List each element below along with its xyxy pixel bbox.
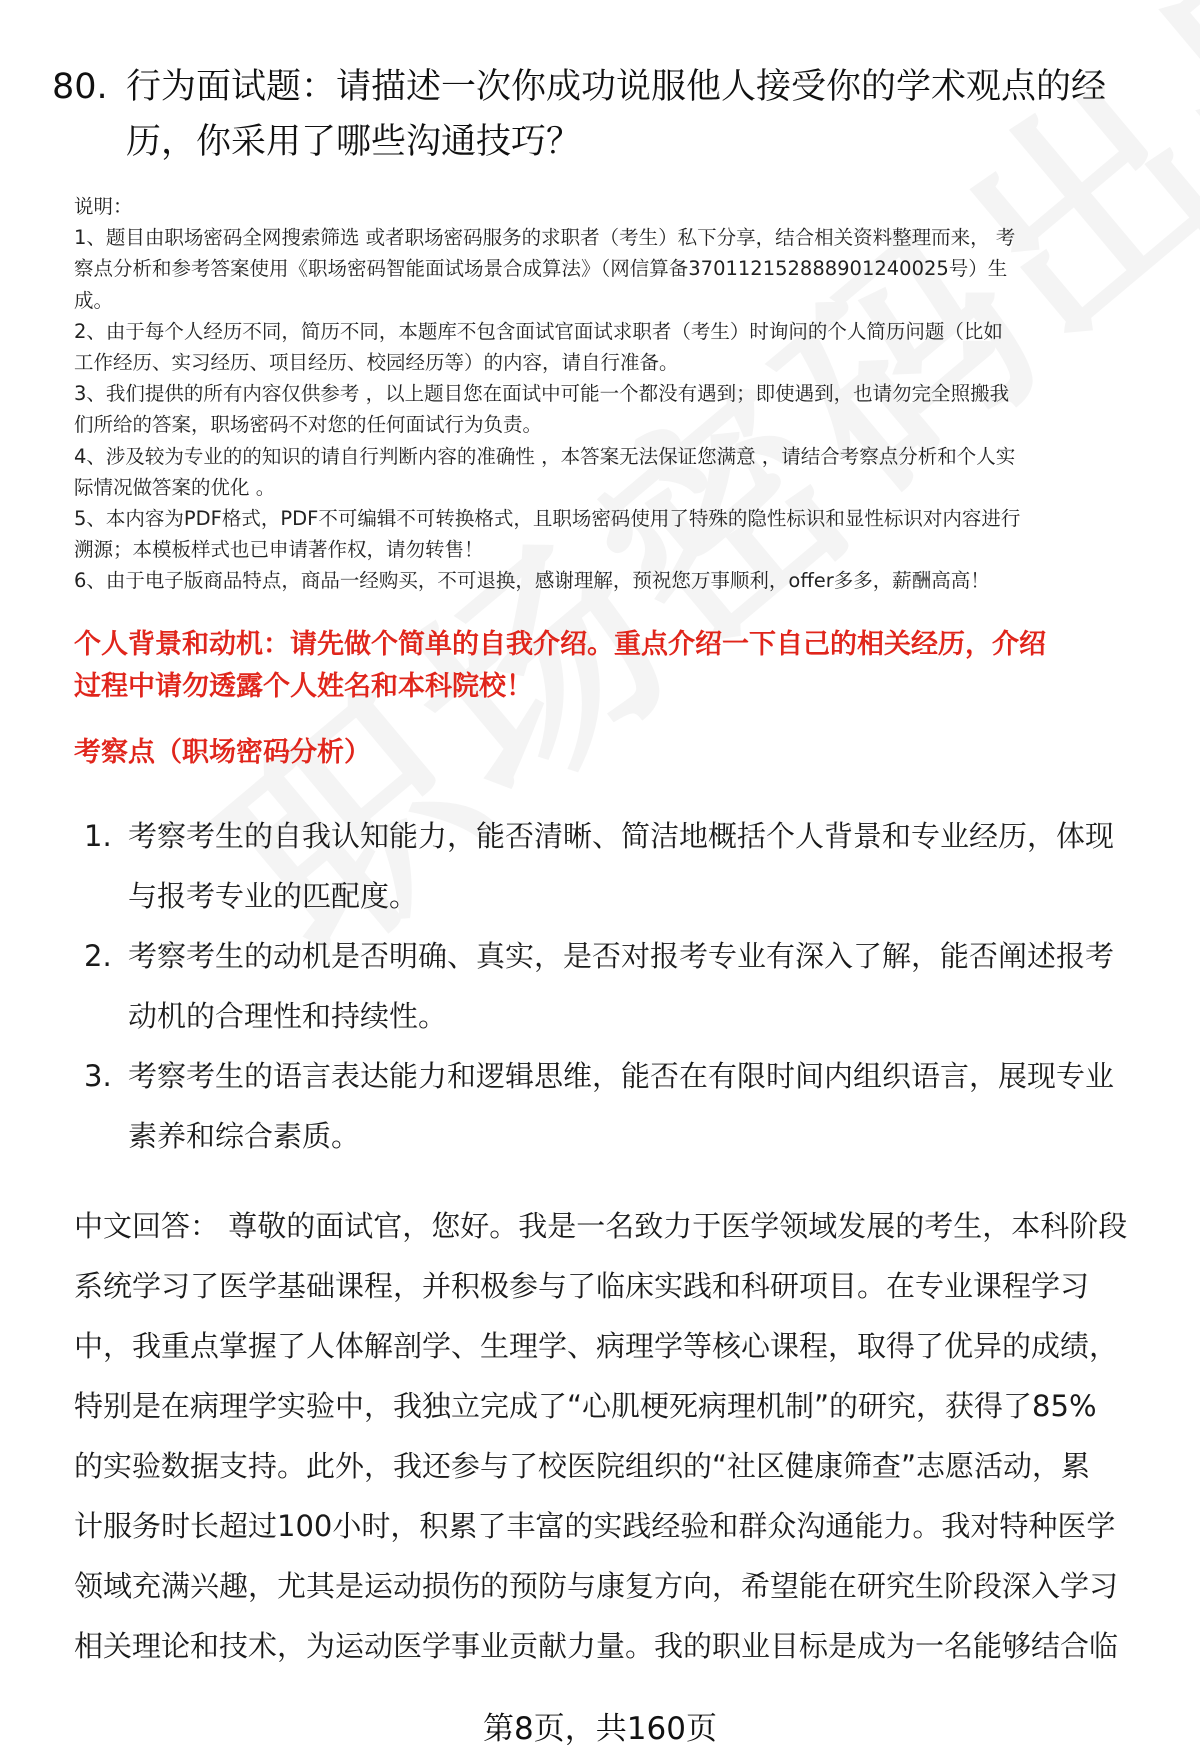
notes-block [74,191,1164,597]
analysis-item-line: 考察考生的自我认知能力，能否清晰、简洁地概括个人背景和专业经历，体现 [128,819,1115,853]
answer-line: 中，我重点掌握了人体解剖学、生理学、病理学等核心课程，取得了优异的成绩， [74,1329,1119,1363]
analysis-item-line: 与报考专业的匹配度。 [128,879,419,913]
answer-line: 特别是在病理学实验中，我独立完成了“心肌梗死病理机制”的研究，获得了85% [74,1389,1097,1423]
analysis-item-number: 2. [84,939,112,973]
answer-line: 中文回答： 尊敬的面试官，您好。我是一名致力于医学领域发展的考生，本科阶段 [74,1209,1128,1243]
analysis-item-text [128,1046,1164,1166]
analysis-heading: 考察点（职场密码分析） [74,737,371,768]
note-line: 2、由于每个人经历不同，简历不同，本题库不包含面试官面试求职者（考生）时询问的个人简历问题（比如 [74,319,1003,343]
section-heading [74,624,1154,708]
analysis-item-number: 3. [84,1059,112,1093]
answer-line: 相关理论和技术，为运动医学事业贡献力量。我的职业目标是成为一名能够结合临 [74,1629,1119,1663]
note-line: 3、我们提供的所有内容仅供参考 ，以上题目您在面试中可能一个都没有遇到；即使遇到，也请勿完全照搬我 [74,382,1010,406]
analysis-item-line: 动机的合理性和持续性。 [128,999,448,1033]
note-line: 6、由于电子版商品特点，商品一经购买，不可退换，感谢理解，预祝您万事顺利，offer多多，薪酬高高！ [74,569,990,593]
analysis-item [84,1046,1164,1166]
note-line: 4、涉及较为专业的的知识的请自行判断内容的准确性 ，本答案无法保证您满意 ，请结合考察点分析和个人实 [74,444,1016,468]
analysis-item [84,926,1164,1046]
note-line: 成。 [74,288,114,312]
question-title-line1 [52,60,1152,115]
note-line: 工作经历、实习经历、项目经历、校园经历等）的内容，请自行准备。 [74,351,679,375]
analysis-list [84,806,1164,1166]
answer-line: 系统学习了医学基础课程，并积极参与了临床实践和科研项目。在专业课程学习 [74,1269,1090,1303]
answer-line: 领域充满兴趣，尤其是运动损伤的预防与康复方向，希望能在研究生阶段深入学习 [74,1569,1119,1603]
analysis-item-line: 考察考生的动机是否明确、真实，是否对报考专业有深入了解，能否阐述报考 [128,939,1115,973]
section-heading-line2: 过程中请勿透露个人姓名和本科院校！ [74,671,533,702]
analysis-item-line: 素养和综合素质。 [128,1119,361,1153]
analysis-item [84,806,1164,926]
answer-line: 的实验数据支持。此外，我还参与了校医院组织的“社区健康筛查”志愿活动，累 [74,1449,1091,1483]
note-line: 5、本内容为PDF格式，PDF不可编辑不可转换格式，且职场密码使用了特殊的隐性标识和显性标识对内容进行 [74,507,1021,531]
note-line: 际情况做答案的优化 。 [74,475,276,499]
analysis-item-text [128,926,1164,1046]
analysis-item-number: 1. [84,819,112,853]
analysis-item-line: 考察考生的语言表达能力和逻辑思维，能否在有限时间内组织语言，展现专业 [128,1059,1115,1093]
note-line: 1、题目由职场密码全网搜索筛选 或者职场密码服务的求职者（考生）私下分享，结合相关资料整理而来， 考 [74,226,1016,250]
answer-block [74,1196,1164,1676]
note-line: 们所给的答案，职场密码不对您的任何面试行为负责。 [74,413,543,437]
note-line: 察点分析和参考答案使用《职场密码智能面试场景合成算法》（网信算备370112152888901240025号）生 [74,257,1008,281]
page-footer: 第8页，共160页 [483,1711,717,1747]
question-number: 80. [52,67,108,107]
question-text-line2: 历，你采用了哪些沟通技巧？ [126,122,582,162]
section-heading-line1: 个人背景和动机：请先做个简单的自我介绍。重点介绍一下自己的相关经历，介绍 [74,629,1046,660]
question-title [52,60,1152,170]
note-line: 溯源；本模板样式也已申请著作权，请勿转售！ [74,538,484,562]
answer-line: 计服务时长超过100小时，积累了丰富的实践经验和群众沟通能力。我对特种医学 [74,1509,1116,1543]
notes-heading: 说明： [74,195,133,218]
analysis-item-text [128,806,1164,926]
question-text-line1: 行为面试题：请描述一次你成功说服他人接受你的学术观点的经 [126,67,1107,107]
